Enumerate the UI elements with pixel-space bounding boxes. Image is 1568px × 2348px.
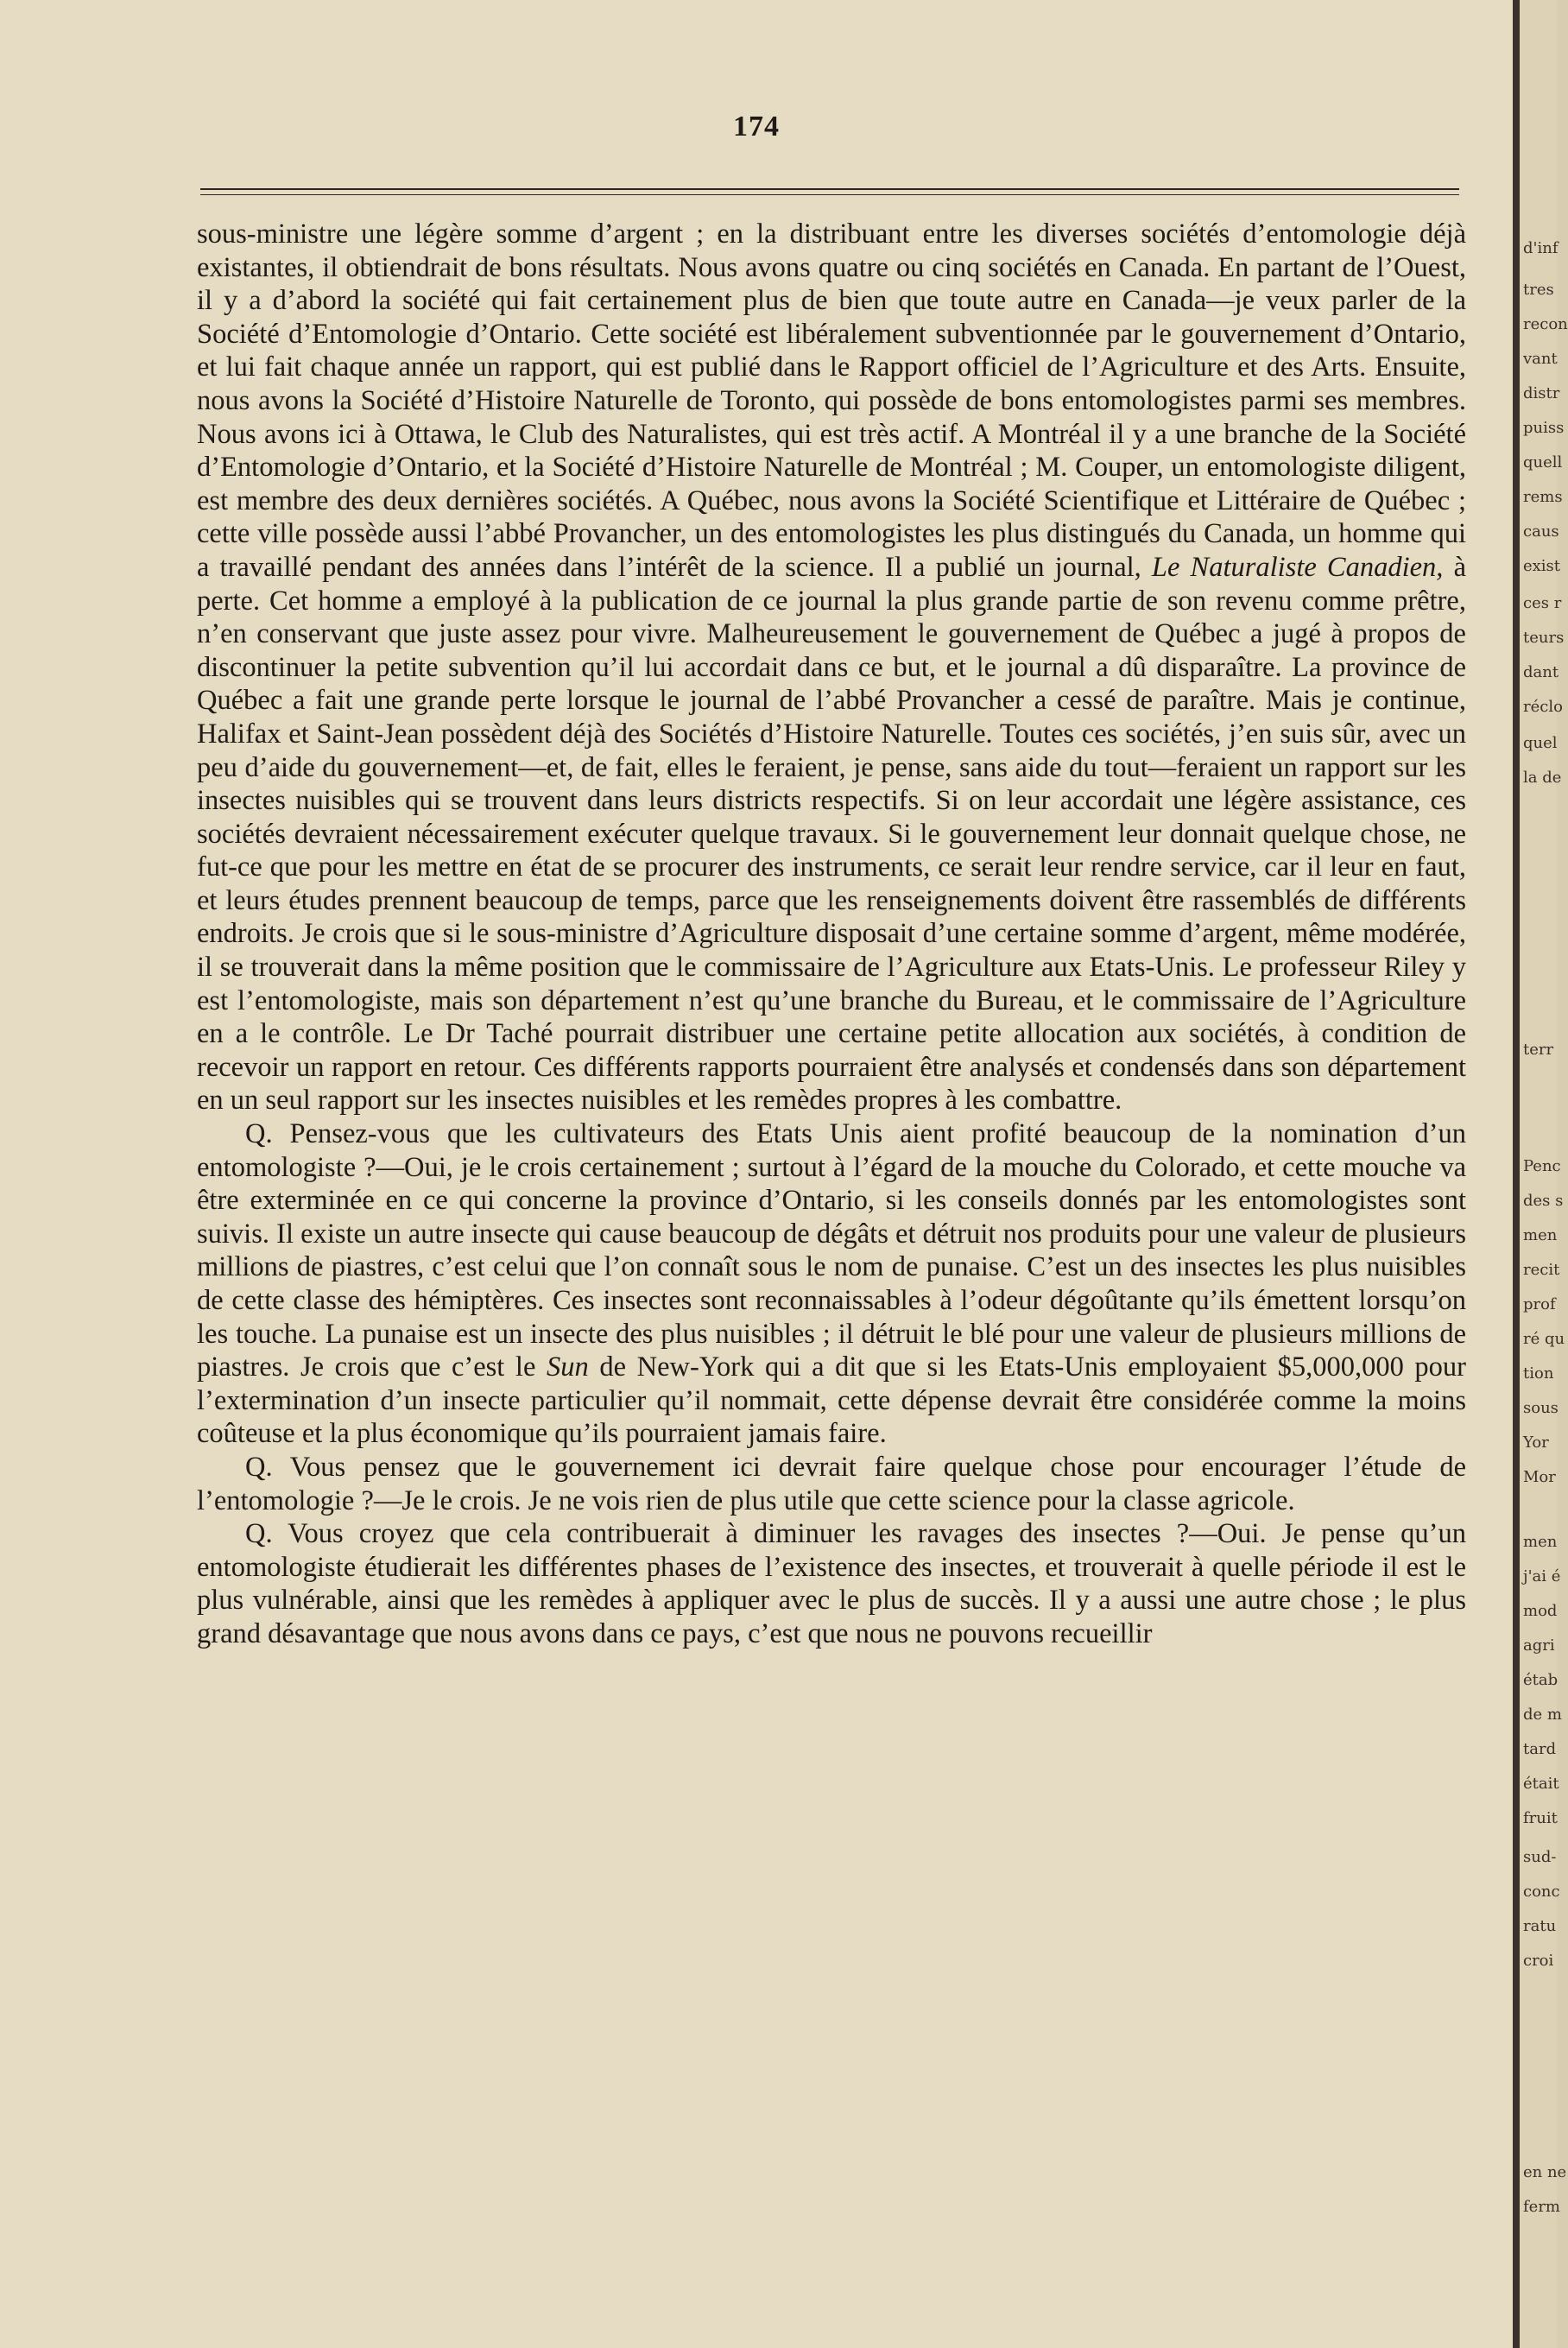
paragraph <box>197 1117 1466 1451</box>
edge-word: conc <box>1523 1883 1560 1901</box>
edge-word: teurs <box>1523 629 1565 647</box>
edge-word: rems <box>1523 488 1563 506</box>
edge-word: Penc <box>1523 1157 1561 1175</box>
adjacent-page-edge <box>1520 0 1568 2348</box>
header-rule <box>200 188 1459 190</box>
edge-word: étab <box>1523 1671 1559 1689</box>
edge-word: caus <box>1523 522 1559 541</box>
edge-word: exist <box>1523 557 1561 575</box>
header-rule-thin <box>200 194 1459 195</box>
edge-word: d'inf <box>1523 239 1559 257</box>
edge-word: mod <box>1523 1602 1558 1620</box>
edge-word: puiss <box>1523 419 1565 437</box>
edge-word: quel <box>1523 734 1558 752</box>
edge-word: tres <box>1523 281 1554 299</box>
page-number: 174 <box>733 111 780 142</box>
edge-word: sous <box>1523 1399 1559 1417</box>
paragraph-text: sous-ministre une légère somme d’argent ; en la distribuant entre les diverses sociétés d’entomologie déjà existantes, il obtiendrait de bons résultats. Nous avons quatre ou cinq sociétés en Canada. En partant de l’Ouest, il y a d’abord la société qui fait certainement plus de bien que toute autre en Canada—je veux parler de la Société d’Entomologie d’Ontario. Cette société est libéralement subventionnée par le gouvernement d’Ontario, et lui fait chaque année un rapport, qui est publié dans le Rapport officiel de l’Agriculture et des Arts. Ensuite, nous avons la Société d’Histoire Naturelle de Toronto, qui possède de bons entomologistes parmi ses membres. Nous avons ici à Ottawa, le Club des Naturalistes, qui est très actif. A Montréal il y a une branche de la Société d’Entomologie d’Ontario, et la Société d’Histoire Naturelle de Montréal ; M. Couper, un entomologiste diligent, est membre des deux dernières sociétés. A Québec, nous avons la Société Scientifique et Littéraire de Québec ; cette ville possède aussi l’abbé Provancher, un des entomologistes les plus distingués du Canada, un homme qui a travaillé pendant des années dans l’intérêt de la science. Il a publié un journal, <box>197 218 1466 583</box>
edge-word: agri <box>1523 1636 1555 1655</box>
paragraph <box>197 218 1466 1117</box>
edge-word: dant <box>1523 663 1559 681</box>
edge-word: était <box>1523 1775 1559 1793</box>
journal-title: Le Naturaliste Canadien, <box>1151 551 1444 583</box>
paragraph-text: de New-York qui a dit que si les Etats-Unis employaient $5,000,000 pour l’extermination d’un insecte particulier qu’il nommait, cette dépense devrait être considérée comme la moins coûteuse et la plus économique qu’ils pourraient jamais faire. <box>197 1351 1467 1450</box>
edge-word: terr <box>1523 1041 1554 1059</box>
edge-word: tard <box>1523 1740 1557 1758</box>
edge-word: quell <box>1523 453 1563 471</box>
edge-word: des s <box>1523 1192 1564 1210</box>
paragraph-text: Q. Pensez-vous que les cultivateurs des Etats Unis aient profité beaucoup de la nomination d’un entomologiste ?—Oui, je le crois certainement ; surtout à l’égard de la mouche du Colorado, et cette mouche va être exterminée en ce qui concerne la province d’Ontario, si les conseils donnés par les entomologistes sont suivis. Il existe un autre insecte qui cause beaucoup de dégâts et détruit nos produits pour une valeur de plusieurs millions de piastres, c’est celui que l’on connaît sous le nom de punaise. C’est un des insectes les plus nuisibles de cette classe des hémiptères. Ces insectes sont reconnaissables à l’odeur dégoûtante qu’ils émettent lorsqu’on les touche. La punaise est un insecte des plus nuisibles ; il détruit le blé pour une valeur de plusieurs millions de piastres. Je crois que c’est le <box>197 1118 1466 1383</box>
paragraph: Q. Vous pensez que le gouvernement ici devrait faire quelque chose pour encourager l’étude de l’entomologie ?—Je le crois. Je ne vois rien de plus utile que cette science pour la classe agricole. <box>197 1451 1466 1516</box>
edge-word: croi <box>1523 1952 1554 1970</box>
edge-word: prof <box>1523 1295 1556 1313</box>
edge-word: ré qu <box>1523 1330 1565 1348</box>
edge-word: de m <box>1523 1706 1562 1724</box>
paragraph-text: à perte. Cet homme a employé à la publication de ce journal la plus grande partie de son revenu comme prêtre, n’en conservant que juste assez pour vivre. Malheureusement le gouvernement de Québec a jugé à propos de discontinuer la petite subvention qu’il lui accordait dans ce but, et le journal a dû disparaître. La province de Québec a fait une grande perte lorsque le journal de l’abbé Provancher a cessé de paraître. Mais je continue, Halifax et Saint-Jean possèdent déjà des Sociétés d’Histoire Naturelle. Toutes ces sociétés, j’en suis sûr, avec un peu d’aide du gouvernement—et, de fait, elles le feraient, je pense, sans aide du tout—feraient un rapport sur les insectes nuisibles qui se trouvent dans leurs districts respectifs. Si on leur accordait une légère assistance, ces sociétés devraient nécessairement exécuter quelque travaux. Si le gouvernement leur donnait quelque chose, ne fut-ce que pour les mettre en état de se procurer des instruments, ce serait leur rendre service, car il leur en faut, et leurs études prennent beaucoup de temps, parce que les renseignements doivent être rassemblés de différents endroits. Je crois que si le sous-ministre d’Agriculture disposait d’une certaine somme d’argent, même modérée, il se trouverait dans la même position que le commissaire de l’Agriculture aux Etats-Unis. Le professeur Riley y est l’entomologiste, mais son département n’est qu’une branche du Bureau, et le commissaire de l’Agriculture en a le contrôle. Le Dr Taché pourrait distribuer une certaine petite allocation aux sociétés, à condition de recevoir un rapport en retour. Ces différents rapports pourraient être analysés et condensés dans son département en un seul rapport sur les insectes nuisibles et les remèdes propres à les combattre. <box>197 551 1466 1117</box>
edge-word: ferm <box>1523 2198 1560 2216</box>
edge-word: men <box>1523 1533 1558 1551</box>
edge-word: fruit <box>1523 1809 1558 1827</box>
edge-word: distr <box>1523 384 1560 402</box>
newspaper-name: Sun <box>547 1351 589 1383</box>
edge-word: en ne <box>1523 2163 1567 2181</box>
edge-word: recon <box>1523 315 1568 333</box>
edge-word: Mor <box>1523 1468 1556 1486</box>
edge-word: réclo <box>1523 698 1563 716</box>
edge-word: recit <box>1523 1261 1560 1279</box>
edge-word: men <box>1523 1226 1558 1244</box>
edge-word: Yor <box>1523 1433 1549 1452</box>
edge-word: tion <box>1523 1364 1554 1383</box>
edge-word: j'ai é <box>1523 1567 1561 1585</box>
edge-word: ratu <box>1523 1917 1557 1935</box>
paragraph: Q. Vous croyez que cela contribuerait à diminuer les ravages des insectes ?—Oui. Je pense qu’un entomologiste étudierait les différentes phases de l’existence des insectes, et trouverait à quelle période il est le plus vulnérable, ainsi que les remèdes à appliquer avec le plus de succès. Il y a aussi une autre chose ; le plus grand désavantage que nous avons dans ce pays, c’est que nous ne pouvons recueillir <box>197 1518 1466 1649</box>
edge-word: la de <box>1523 769 1562 787</box>
body-text <box>197 218 1466 1651</box>
edge-word: ces r <box>1523 594 1562 612</box>
edge-word: vant <box>1523 350 1558 368</box>
book-gutter <box>1513 0 1520 2348</box>
edge-word: sud- <box>1523 1848 1557 1866</box>
